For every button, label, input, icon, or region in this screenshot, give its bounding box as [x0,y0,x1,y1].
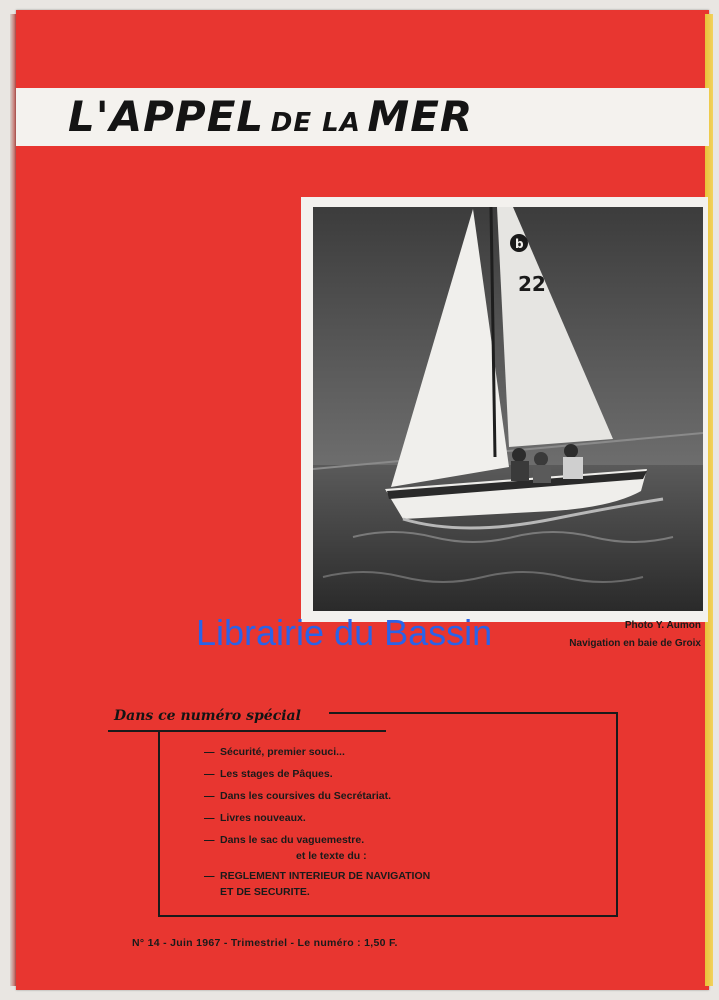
contents-list [204,741,391,851]
contents-heading: Dans ce numéro spécial [108,702,329,730]
title-part-de-la: DE LA [270,108,361,138]
list-item: — Livres nouveaux. [204,812,306,824]
list-item-text: Livres nouveaux. [220,812,306,824]
magazine-title [68,90,473,144]
contents-heading-underline [108,730,386,732]
sailboat-photo [313,207,703,611]
photo-caption: Navigation en baie de Groix [569,638,701,649]
regulation-line-1: REGLEMENT INTERIEUR DE NAVIGATION [220,870,431,882]
list-item: — Dans les coursives du Secrétariat. [204,790,391,802]
photo-credit: Photo Y. Aumon [624,620,701,631]
list-item: — Sécurité, premier souci... [204,746,345,758]
list-item-text: Sécurité, premier souci... [220,746,345,758]
regulation-title: — REGLEMENT INTERIEUR DE NAVIGATION ET DE SECURITE. [204,870,431,898]
list-item-text: Les stages de Pâques. [220,768,333,780]
list-item-text: Dans les coursives du Secrétariat. [220,790,391,802]
list-item-text: Dans le sac du vaguemestre. [220,834,365,846]
sail-number: 22 [518,272,546,296]
sail-emblem: b [515,237,524,251]
title-part-appel: L'APPEL [68,92,265,141]
title-part-mer: MER [367,92,474,141]
list-item: — Dans le sac du vaguemestre. [204,834,365,846]
regulation-line-2: ET DE SECURITE. [220,886,310,898]
contents-intro-text: et le texte du : [296,850,367,862]
list-item: — Les stages de Pâques. [204,768,333,780]
issue-info: N° 14 - Juin 1967 - Trimestriel - Le numéro : 1,50 F. [132,937,398,949]
watermark: Librairie du Bassin [196,612,493,653]
